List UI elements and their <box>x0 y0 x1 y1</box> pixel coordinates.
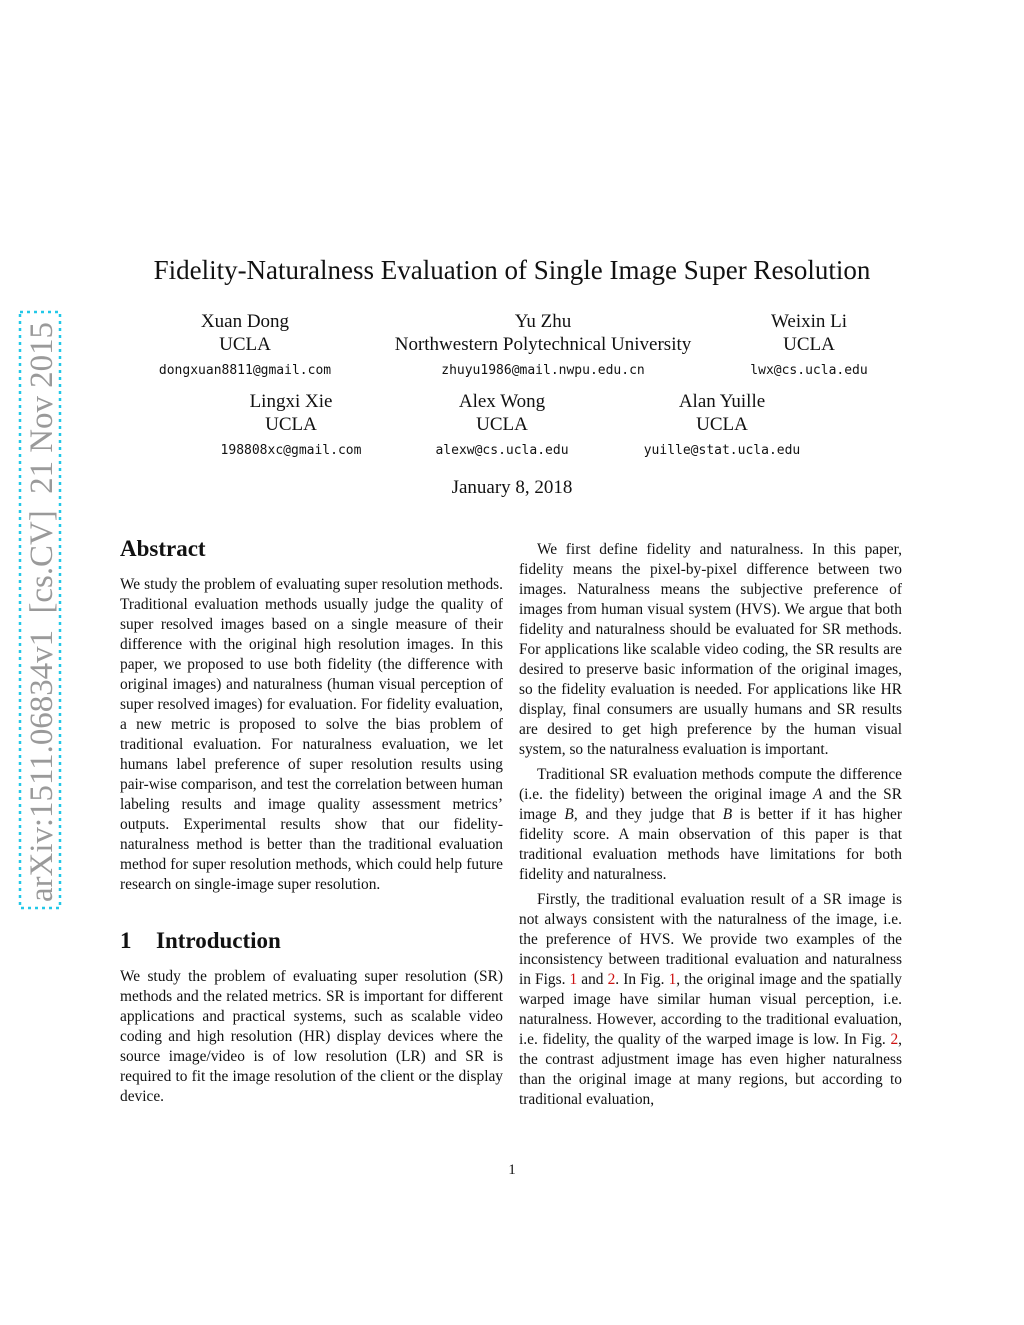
author-name: Alan Yuille <box>678 391 766 412</box>
author-name: Xuan Dong <box>200 311 290 332</box>
math-var: A <box>812 786 823 803</box>
figure-ref-link[interactable]: 2 <box>607 971 616 988</box>
author-affiliation: UCLA <box>219 334 271 355</box>
section-number: 1 <box>120 928 132 953</box>
author-email[interactable]: alexw@cs.ucla.edu <box>435 443 569 458</box>
figure-ref-link[interactable]: 2 <box>890 1031 899 1048</box>
author-block <box>709 310 909 380</box>
figure-ref-link[interactable]: 1 <box>569 971 578 988</box>
arxiv-id: arXiv:1511.06834v1 [cs.CV] 21 Nov 2015 <box>24 320 60 902</box>
author-name: Weixin Li <box>770 311 848 332</box>
author-email[interactable]: yuille@stat.ucla.edu <box>643 443 801 458</box>
right-column <box>519 540 902 1110</box>
author-block <box>125 310 365 380</box>
section-heading-introduction <box>120 927 503 955</box>
arxiv-stamp <box>18 310 62 910</box>
left-column <box>120 535 503 1107</box>
body-paragraph: Traditional SR evaluation methods compute the difference (i.e. the fidelity) between the original image A and the SR image B, and they judge that B is better if it has higher fidelity score. A main observation of this paper is that traditional evaluation methods have limitations for both fidelity and naturalness. <box>519 766 903 883</box>
author-email[interactable]: dongxuan8811@gmail.com <box>158 363 332 378</box>
author-block <box>373 310 713 380</box>
author-email[interactable]: lwx@cs.ucla.edu <box>750 363 868 378</box>
author-affiliation: Northwestern Polytechnical University <box>394 334 692 355</box>
figure-ref-link[interactable]: 1 <box>668 971 677 988</box>
body-paragraph: Firstly, the traditional evaluation result of a SR image is not always consistent with the naturalness of the image, i.e. the preference of HVS. We provide two examples of the inconsistency between traditional evaluation and naturalness in Figs. 1 and 2. In Fig. 1, the original image and the spatially warped image have similar human visual perception, i.e. naturalness. However, according to the traditional evaluation, i.e. fidelity, the quality of the warped image is low. In Fig. 2, the contrast adjustment image has even higher naturalness than the original image at many regions, but according to traditional evaluation, <box>519 891 903 1108</box>
paper-title: Fidelity-Naturalness Evaluation of Single Image Super Resolution <box>153 255 871 285</box>
math-var: B <box>722 806 733 823</box>
page-number: 1 <box>508 1162 516 1178</box>
author-name: Yu Zhu <box>514 311 572 332</box>
abstract-heading: Abstract <box>120 536 206 561</box>
math-var: B <box>564 806 574 823</box>
author-email[interactable]: 198808xc@gmail.com <box>220 443 362 458</box>
author-affiliation: UCLA <box>696 414 748 435</box>
abstract-text: We study the problem of evaluating super resolution methods. Traditional evaluation methods usually judge the quality of super resolved images based on a single measure of their difference with the original high resolution images. In this paper, we proposed to use both fidelity (the difference with original images) and naturalness (human visual perception of super resolved images) for evaluation. For fidelity evaluation, a new metric is proposed to solve the bias problem of traditional evaluation. For naturalness evaluation, we let humans label preference of super resolution results using pair-wise comparison, and test the correlation between human labeling results and image quality assessment metrics’ outputs. Experimental results show that our fidelity-naturalness method is better than the traditional evaluation method for super resolution methods, which could help future research on single-image super resolution. <box>120 576 503 893</box>
author-block <box>622 390 822 460</box>
author-affiliation: UCLA <box>783 334 835 355</box>
intro-paragraph: We study the problem of evaluating super resolution (SR) methods and the related metrics. SR is important for different applications and practical systems, such as scalable video coding and high resolution (HR) display devices where the source image/video is of low resolution (LR) and SR is required to fit the image resolution of the client or the display device. <box>120 968 503 1105</box>
author-block <box>412 390 592 460</box>
body-paragraph: We first define fidelity and naturalness. In this paper, fidelity means the pixel-by-pixel difference between two images. Naturalness means the subjective preference of images from human visual system (HVS). We argue that both fidelity and naturalness should be evaluated for SR methods. For applications like scalable video coding, the SR results are desired to preserve basic information of the original images, so the fidelity evaluation is needed. For applications like HR display, final consumers are usually humans and SR results are desired to get high preference by the human visual system, so the naturalness evaluation is important. <box>519 541 902 758</box>
section-title: Introduction <box>156 928 281 953</box>
author-affiliation: UCLA <box>265 414 317 435</box>
paper-date: January 8, 2018 <box>451 477 573 498</box>
author-block <box>196 390 386 460</box>
author-affiliation: UCLA <box>476 414 528 435</box>
author-name: Lingxi Xie <box>249 391 333 412</box>
author-name: Alex Wong <box>458 391 546 412</box>
author-email[interactable]: zhuyu1986@mail.nwpu.edu.cn <box>441 363 645 378</box>
